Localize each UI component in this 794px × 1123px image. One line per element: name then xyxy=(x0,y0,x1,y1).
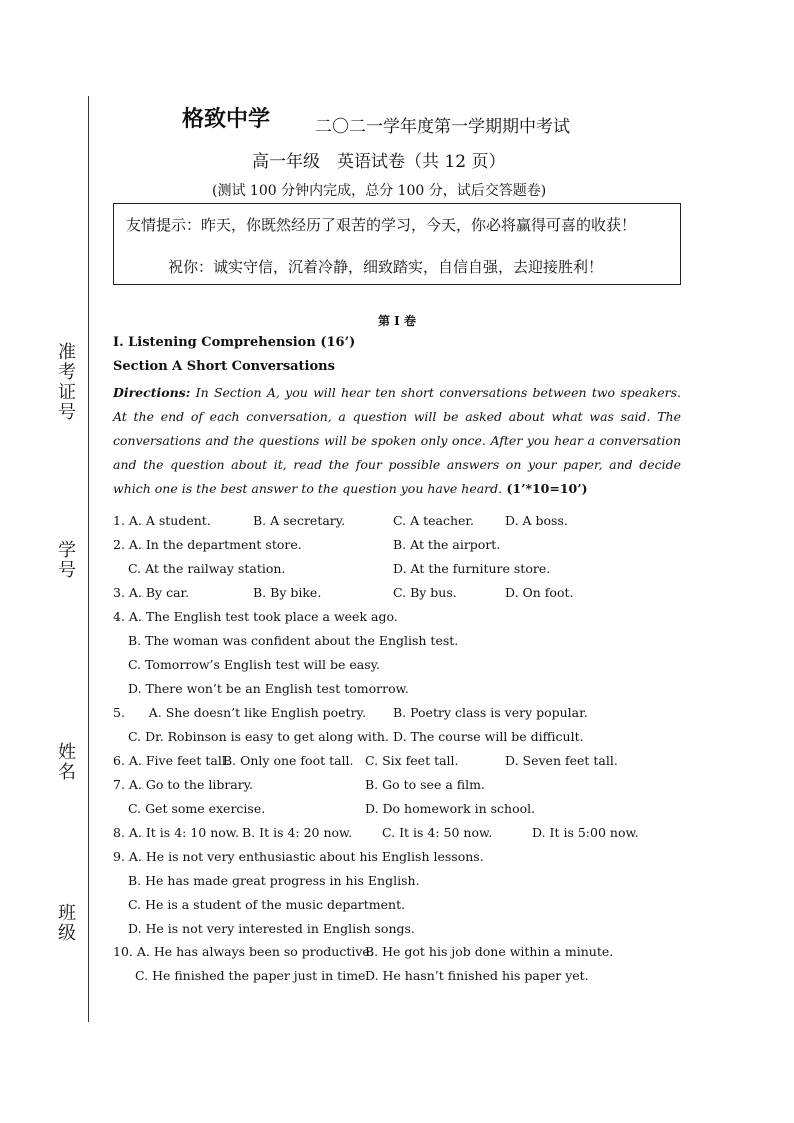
q6-option-c: C. Six feet tall. xyxy=(365,753,459,768)
q4-option-d: D. There won’t be an English test tomorrow. xyxy=(128,681,409,696)
q2-option-b: B. At the airport. xyxy=(393,537,501,552)
school-name: 格致中学 xyxy=(182,107,271,132)
q9-option-a: 9. A. He is not very enthusiastic about his English lessons. xyxy=(113,849,484,864)
tip-line-1: 友情提示：昨天，你既然经历了艰苦的学习，今天，你必将赢得可喜的收获！ xyxy=(126,216,637,234)
name-label: 姓名 xyxy=(55,742,76,782)
q2-option-c: C. At the railway station. xyxy=(128,561,286,576)
q10-option-d: D. He hasn’t finished his paper yet. xyxy=(365,968,589,983)
q8-option-a: 8. A. It is 4: 10 now. xyxy=(113,825,239,840)
q4-option-c: C. Tomorrow’s English test will be easy. xyxy=(128,657,380,672)
q9-option-c: C. He is a student of the music department. xyxy=(128,897,406,912)
q6-option-b: B. Only one foot tall. xyxy=(223,753,354,768)
q3-option-d: D. On foot. xyxy=(505,585,574,600)
q8-option-b: B. It is 4: 20 now. xyxy=(242,825,353,840)
q1-option-d: D. A boss. xyxy=(505,513,568,528)
q7-option-c: C. Get some exercise. xyxy=(128,801,266,816)
exam-id-label: 准考证号 xyxy=(55,342,76,422)
student-id-label: 学号 xyxy=(55,540,76,580)
q6-option-d: D. Seven feet tall. xyxy=(505,753,618,768)
paper-subtitle: 高一年级 英语试卷（共 12 页） xyxy=(252,152,506,172)
subsection-heading: Section A Short Conversations xyxy=(113,359,335,374)
tip-line-2: 祝你：诚实守信，沉着冷静，细致踏实，自信自强，去迎接胜利！ xyxy=(168,258,604,276)
q7-option-b: B. Go to see a film. xyxy=(365,777,485,792)
tips-box xyxy=(113,203,681,285)
q5-option-a: 5. A. She doesn’t like English poetry. xyxy=(113,705,366,720)
q2-option-a: 2. A. In the department store. xyxy=(113,537,302,552)
q10-option-c: C. He finished the paper just in time. xyxy=(135,968,370,983)
directions-label: Directions: xyxy=(113,385,191,400)
q8-option-c: C. It is 4: 50 now. xyxy=(382,825,493,840)
q9-option-d: D. He is not very interested in English songs. xyxy=(128,921,415,936)
q10-option-b: B. He got his job done within a minute. xyxy=(365,944,614,959)
q5-option-b: B. Poetry class is very popular. xyxy=(393,705,588,720)
score-note: (1’*10=10’) xyxy=(502,481,588,496)
directions-text: In Section A, you will hear ten short conversations between two speakers. At the end of each conversation, a question will be asked about what was said. The conversations and the questions will be spoken only once. After you hear a conversation and the question about it, read the four possible answers on your paper, and decide which one is the best answer to the question you have heard. xyxy=(113,385,681,496)
q3-option-c: C. By bus. xyxy=(393,585,457,600)
q7-option-d: D. Do homework in school. xyxy=(365,801,536,816)
q1-option-b: B. A secretary. xyxy=(253,513,346,528)
exam-title: 二〇二一学年度第一学期期中考试 xyxy=(315,117,570,137)
q6-option-a: 6. A. Five feet tall. xyxy=(113,753,230,768)
class-label: 班级 xyxy=(55,903,76,943)
q1-option-c: C. A teacher. xyxy=(393,513,474,528)
exam-note: (测试 100 分钟内完成，总分 100 分，试后交答题卷) xyxy=(212,183,547,199)
part-heading: 第 I 卷 xyxy=(378,314,416,328)
q3-option-b: B. By bike. xyxy=(253,585,322,600)
q1-option-a: 1. A. A student. xyxy=(113,513,211,528)
section-heading: I. Listening Comprehension (16’) xyxy=(113,335,356,350)
q8-option-d: D. It is 5:00 now. xyxy=(532,825,639,840)
binding-margin-line xyxy=(88,96,89,1022)
q3-option-a: 3. A. By car. xyxy=(113,585,190,600)
q9-option-b: B. He has made great progress in his English. xyxy=(128,873,420,888)
q7-option-a: 7. A. Go to the library. xyxy=(113,777,254,792)
q5-option-d: D. The course will be difficult. xyxy=(393,729,584,744)
directions xyxy=(113,381,681,501)
q2-option-d: D. At the furniture store. xyxy=(393,561,551,576)
q4-option-b: B. The woman was confident about the English test. xyxy=(128,633,459,648)
q10-option-a: 10. A. He has always been so productive. xyxy=(113,944,374,959)
q5-option-c: C. Dr. Robinson is easy to get along with. xyxy=(128,729,389,744)
q4-option-a: 4. A. The English test took place a week ago. xyxy=(113,609,398,624)
